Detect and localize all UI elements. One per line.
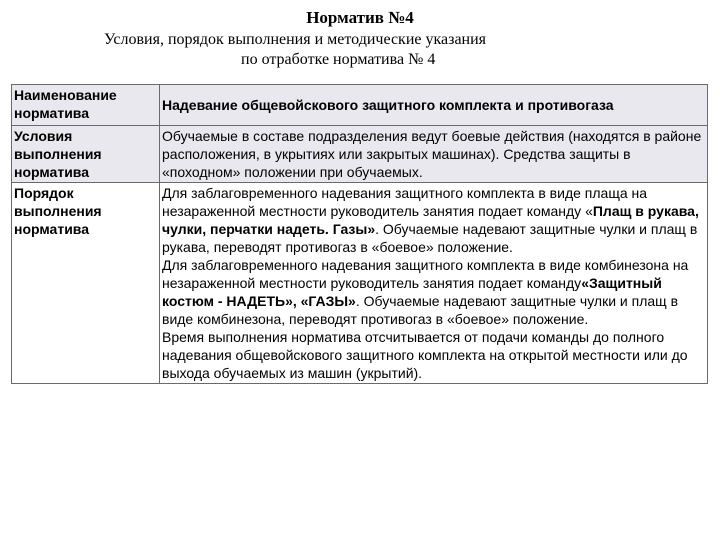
row-value-procedure <box>160 183 708 384</box>
command-text: Плащ в рукава, чулки, перчатки надеть. Газы» <box>162 203 699 237</box>
table-row-name <box>12 85 708 126</box>
procedure-text: . Обучаемые надевают защитные чулки и плащ в рукава, переводят противогаз в «боевое» положение. <box>162 221 698 255</box>
command-text: «Защитный костюм - НАДЕТЬ», «ГАЗЫ» <box>162 275 662 309</box>
row-value-conditions: Обучаемые в составе подразделения ведут боевые действия (находятся в районе расположения, в укрытиях или закрытых машинах). Средства защиты в «походном» положении при обучаемых. <box>160 126 708 183</box>
procedure-text: . Обучаемые надевают защитные чулки и плащ в виде комбинезона, переводят противогаз в «боевое» положение. <box>162 293 679 327</box>
norm-table <box>11 84 708 384</box>
procedure-paragraph-timing: Время выполнения норматива отсчитывается от подачи команды до полного надевания общевойскового защитного комплекта на открытой местности или до выхода обучаемых из машин (укрытий). <box>162 329 688 381</box>
procedure-paragraph-suit <box>162 256 705 328</box>
procedure-text: Для заблаговременного надевания защитного комплекта в виде плаща на незараженной местности руководитель занятия подает команду « <box>162 185 648 219</box>
row-label-name: Наименование норматива <box>12 85 160 126</box>
table-row-conditions <box>12 126 708 183</box>
procedure-text: Для заблаговременного надевания защитного комплекта в виде комбинезона на незараженной местности руководитель занятия подает команду <box>162 257 689 291</box>
table-row-procedure <box>12 183 708 384</box>
row-label-conditions: Условия выполнения норматива <box>12 126 160 183</box>
procedure-paragraph-cloak <box>162 184 705 256</box>
subtitle-line-1: Условия, порядок выполнения и методические указания <box>104 31 487 48</box>
row-label-procedure: Порядок выполнения норматива <box>12 183 160 384</box>
page-title: Норматив №4 <box>306 8 414 27</box>
subtitle-line-2: по отработке норматива № 4 <box>241 51 436 68</box>
row-value-name: Надевание общевойскового защитного комплекта и противогаза <box>160 85 708 126</box>
